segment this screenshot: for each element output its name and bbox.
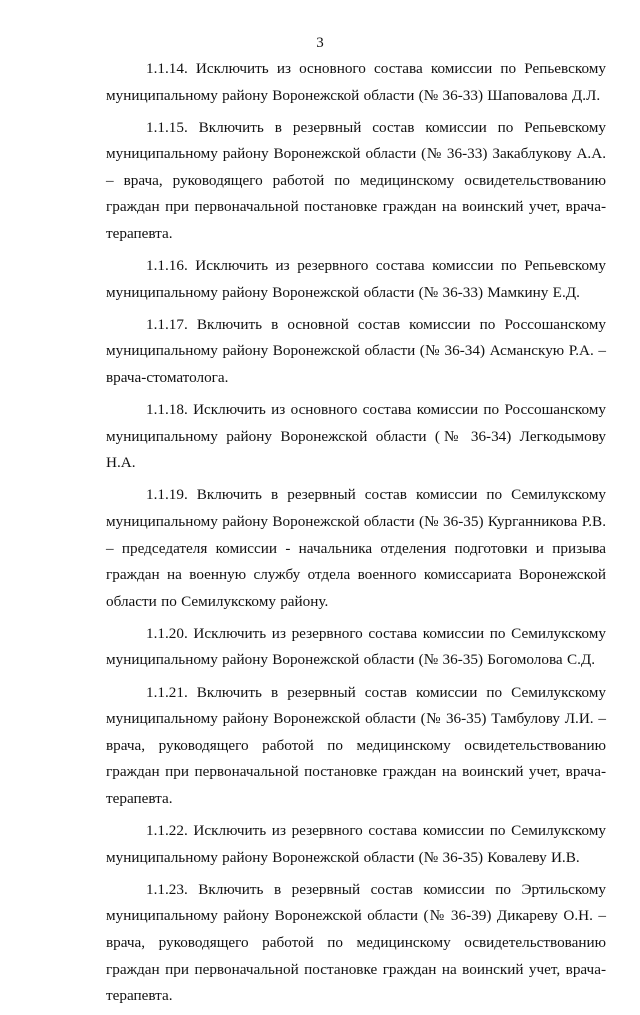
paragraph-1-1-23: 1.1.23. Включить в резервный состав комиссии по Эртильскому муниципальному району Воронежской области (№ 36-39) Дикареву О.Н. – врача, руководящего работой по медицинскому освидетельствованию граждан при первоначальной постановке граждан на воинский учет, врача-терапевта. [106, 880, 606, 1005]
paragraph-1-1-14: 1.1.14. Исключить из основного состава комиссии по Репьевскому муниципальному району Воронежской области (№ 36-33) Шаповалова Д.Л. [106, 60, 606, 104]
paragraph-1-1-19: 1.1.19. Включить в резервный состав комиссии по Семилукскому муниципальному району Воронежской области (№ 36-35) Курганникова Р.В. – председателя комиссии - начальника отделения подготовки и призыва граждан на военную службу отдела военного комиссариата Воронежской области по Семилукскому району. [106, 486, 606, 610]
paragraph-1-1-22: 1.1.22. Исключить из резервного состава комиссии по Семилукскому муниципальному району Воронежской области (№ 36-35) Ковалеву И.В. [106, 822, 606, 866]
paragraph-1-1-15: 1.1.15. Включить в резервный состав комиссии по Репьевскому муниципальному району Воронежской области (№ 36-33) Закаблукову А.А. – врача, руководящего работой по медицинскому освидетельствованию граждан при первоначальной постановке граждан на воинский учет, врача-терапевта. [106, 118, 606, 243]
document-body [106, 56, 606, 1015]
paragraph-1-1-17: 1.1.17. Включить в основной состав комиссии по Россошанскому муниципальному району Воронежской области (№ 36-34) Асманскую Р.А. – врача-стоматолога. [106, 315, 606, 387]
paragraph-1-1-16: 1.1.16. Исключить из резервного состава комиссии по Репьевскому муниципальному району Воронежской области (№ 36-33) Мамкину Е.Д. [106, 257, 606, 301]
paragraph-1-1-21: 1.1.21. Включить в резервный состав комиссии по Семилукскому муниципальному району Воронежской области (№ 36-35) Тамбулову Л.И. – врача, руководящего работой по медицинскому освидетельствованию граждан при первоначальной постановке граждан на воинский учет, врача-терапевта. [106, 683, 606, 807]
paragraph-1-1-18: 1.1.18. Исключить из основного состава комиссии по Россошанскому муниципальному району Воронежской области (№ 36-34) Легкодымову Н.А. [106, 401, 606, 472]
paragraph-1-1-20: 1.1.20. Исключить из резервного состава комиссии по Семилукскому муниципальному району Воронежской области (№ 36-35) Богомолова С.Д. [106, 624, 606, 669]
page-number: 3 [316, 35, 324, 51]
